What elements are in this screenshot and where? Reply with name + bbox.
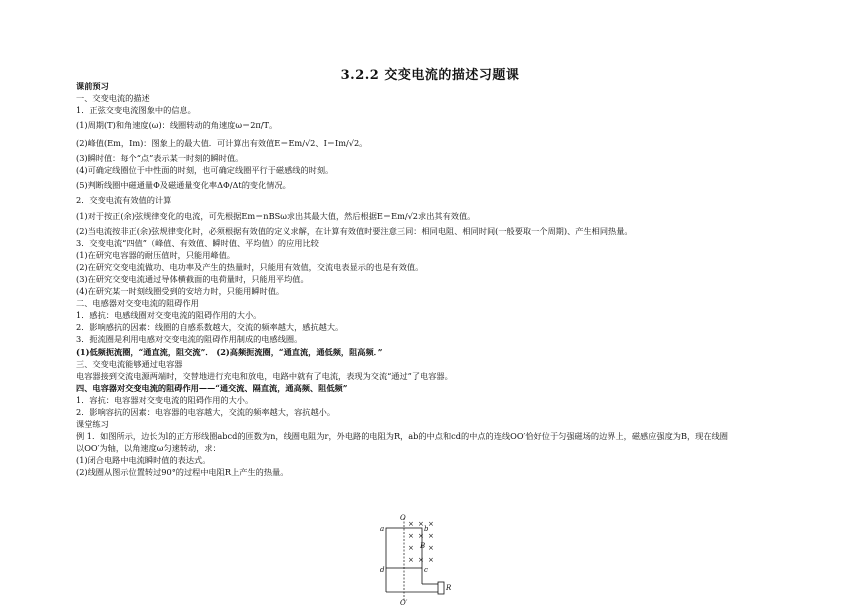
text-line: 1．正弦交变电流图象中的信息。 — [76, 105, 196, 116]
resistor — [438, 582, 444, 594]
text-line: (3)瞬时值：每个“点”表示某一时刻的瞬时值。 — [76, 153, 244, 164]
text-line: 二、电感器对交变电流的阻碍作用 — [76, 298, 199, 309]
text-line: 以OO′为轴，以角速度ω匀速转动，求： — [76, 443, 221, 454]
text-line: (1)周期(T)和角速度(ω)：线圈转动的角速度ω＝2π/T。 — [76, 120, 278, 131]
label-O-prime: O′ — [400, 599, 408, 606]
text-line: 一、交变电流的描述 — [76, 93, 150, 104]
text-line: (1)对于按正(余)弦规律变化的电流，可先根据Em＝nBSω求出其最大值，然后根据E＝Em/√2求出其有效值。 — [76, 210, 476, 221]
document-body — [76, 80, 796, 479]
text-line: 四、电容器对交变电流的阻碍作用——“通交流、隔直流，通高频、阻低频” — [76, 382, 348, 393]
text-line: (1)低频扼流圈，“通直流，阻交流”． (2)高频扼流圈，“通直流，通低频，阻高频．” — [76, 346, 383, 357]
label-a: a — [380, 525, 385, 533]
text-line: (3)在研究交变电流通过导体横截面的电荷量时，只能用平均值。 — [76, 273, 309, 284]
label-d: d — [380, 566, 385, 574]
text-line: 2．影响容抗的因素：电容器的电容越大，交流的频率越大，容抗越小。 — [76, 406, 336, 417]
text-line: 2．影响感抗的因素：线圈的自感系数越大，交流的频率越大，感抗越大。 — [76, 322, 344, 333]
cross-mark: × — [418, 520, 424, 528]
label-c: c — [424, 566, 428, 574]
text-line: (5)判断线圈中磁通量Φ及磁通量变化率ΔΦ/Δt的变化情况。 — [76, 180, 291, 191]
cross-mark: × — [428, 520, 434, 528]
cross-mark: × — [408, 544, 414, 552]
text-line: 3．交变电流“四值”（峰值、有效值、瞬时值、平均值）的应用比较 — [76, 237, 319, 248]
cross-mark: × — [428, 544, 434, 552]
label-O: O — [400, 514, 406, 522]
text-line: (4)可确定线圈位于中性面的时刻，也可确定线圈平行于磁感线的时刻。 — [76, 165, 334, 176]
label-b: b — [424, 525, 429, 533]
text-line: (2)峰值(Em，Im)：图象上的最大值．可计算出有效值E＝Em/√2、I＝Im/√2。 — [76, 138, 368, 149]
cross-mark: × — [418, 532, 424, 540]
text-line: 1．感抗：电感线圈对交变电流的阻碍作用的大小。 — [76, 310, 262, 321]
cross-mark: × — [428, 532, 434, 540]
coil-magnetic-field-figure — [368, 514, 458, 606]
label-R: R — [446, 584, 452, 592]
cross-mark: × — [408, 532, 414, 540]
cross-mark: × — [428, 556, 434, 564]
text-line: (1)闭合电路中电流瞬时值的表达式。 — [76, 455, 211, 466]
section-heading: 课前预习 — [76, 81, 109, 91]
text-line: 电容器接到交流电源两端时，交替地进行充电和放电，电路中就有了电流，表现为交流“通过”了电容器。 — [76, 370, 453, 381]
text-line: 三、交变电流能够通过电容器 — [76, 358, 183, 369]
text-line: 课堂练习 — [76, 419, 109, 430]
text-line: (2)线圈从图示位置转过90°的过程中电阻R上产生的热量。 — [76, 467, 289, 478]
text-line: 例 1．如图所示，边长为l的正方形线圈abcd的匝数为n，线圈电阻为r，外电路的电阻为R，ab的中点和cd的中点的连线OO′恰好位于匀强磁场的边界上，磁感应强度为B，现在线圈 — [76, 431, 728, 442]
text-line: (1)在研究电容器的耐压值时，只能用峰值。 — [76, 249, 235, 260]
text-line: (2)在研究交变电流做功、电功率及产生的热量时，只能用有效值，交流电表显示的也是有效值。 — [76, 261, 424, 272]
text-line: 3．扼流圈是利用电感对交变电流的阻碍作用制成的电感线圈。 — [76, 334, 303, 345]
page-title: 3.2.2 交变电流的描述习题课 — [340, 68, 520, 83]
cross-mark: × — [418, 556, 424, 564]
text-line: (4)在研究某一时刻线圈受到的安培力时，只能用瞬时值。 — [76, 286, 285, 297]
label-B: B — [420, 542, 426, 550]
cross-mark: × — [408, 520, 414, 528]
text-line: 1．容抗：电容器对交变电流的阻碍作用的大小。 — [76, 394, 254, 405]
text-line: (2)当电流按非正(余)弦规律变化时，必须根据有效值的定义求解，在计算有效值时要注意三同：相同电阻、相同时间(一般要取一个周期)、产生相同热量。 — [76, 225, 633, 236]
text-line: 2．交变电流有效值的计算 — [76, 195, 172, 206]
cross-mark: × — [408, 556, 414, 564]
